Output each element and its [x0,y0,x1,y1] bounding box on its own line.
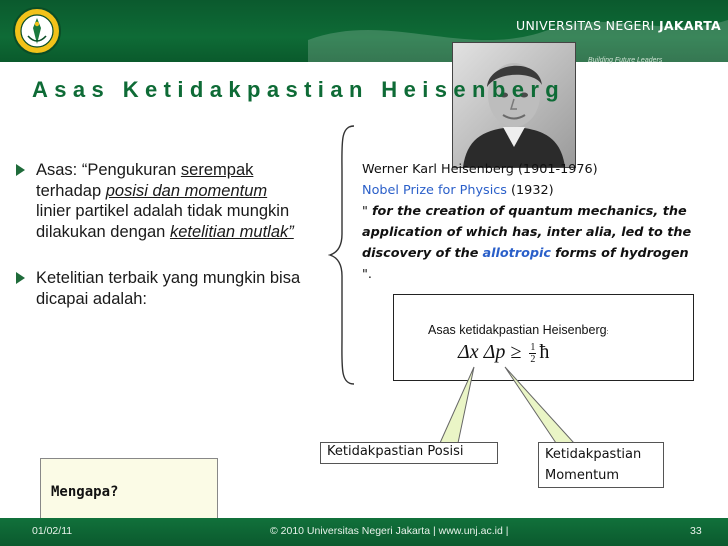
footer-copyright: © 2010 Universitas Negeri Jakarta | www.unj.ac.id | [270,525,509,537]
bullet-text-emphasis: posisi dan momentum [105,181,268,200]
callout-momentum-line1: Ketidakpastian [545,447,642,462]
principle-label-suffix: : [606,329,609,336]
footer-date: 01/02/11 [32,525,73,537]
university-name-bold: JAKARTA [658,18,722,33]
bio-name-years: Werner Karl Heisenberg (1901-1976) [362,162,598,177]
slide-title: Asas Ketidakpastian Heisenberg [32,77,566,102]
bullet-text-emphasis: ketelitian mutlak” [169,222,294,241]
callout-position-uncertainty: Ketidakpastian Posisi [320,442,498,464]
bullet-text-underlined: serempak [180,161,254,179]
university-motto: Building Future Leaders [588,57,663,64]
bio-quote-close: ". [362,267,372,282]
bullet-text-part: terhadap [36,181,106,200]
bio-citation-main: for the creation of quantum mechanics, the application of which has, inter alia, led to the discovery of the [362,204,692,261]
question-text: Mengapa? [51,484,119,500]
footer-bar [0,518,728,546]
footer-page-number: 33 [690,525,702,537]
bullet-text-part: linier partikel adalah tidak mungkin dilakukan dengan [36,202,290,241]
formula-lhs: Δx Δp ≥ [458,341,522,363]
university-name-prefix: UNIVERSITAS NEGERI [516,18,659,33]
bullet-text-part: Asas: “Pengukuran [36,161,181,179]
principle-label-text: Asas ketidakpastian Heisenberg [428,323,607,337]
question-box [40,458,218,520]
bullet-text: Ketelitian terbaik yang mungkin bisa dicapai adalah: [36,269,301,308]
callout-momentum-uncertainty [538,442,664,488]
hbar-symbol: ħ [539,341,550,363]
bio-citation-end: forms of hydrogen [555,246,689,261]
fraction-numerator: 1 [530,341,536,353]
callout-momentum-line2: Momentum [545,468,620,483]
bio-quote-open: " [362,204,368,219]
fraction-denominator: 2 [530,353,536,365]
bio-prize-year: (1932) [506,183,554,198]
bio-prize-link[interactable]: Nobel Prize for Physics [362,183,507,198]
bio-allotropic-link[interactable]: allotropic [482,246,552,261]
